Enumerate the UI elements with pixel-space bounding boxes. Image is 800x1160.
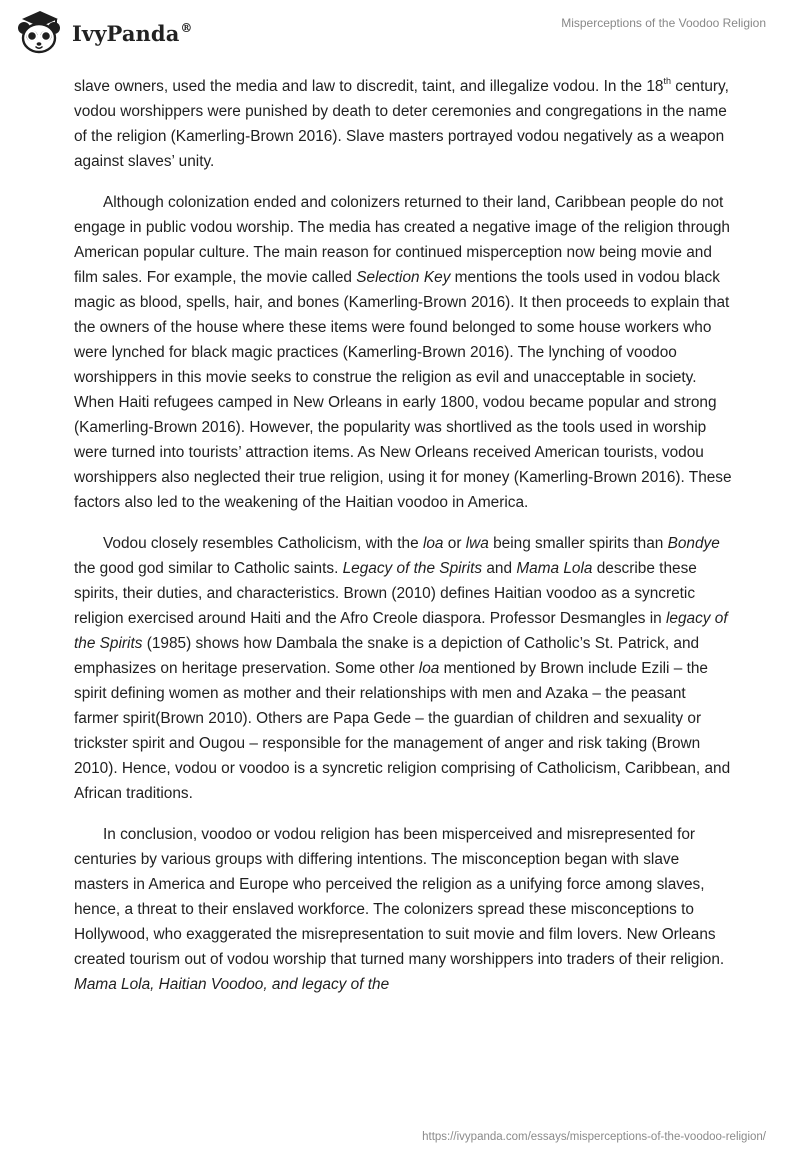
source-url[interactable]: https://ivypanda.com/essays/misperceptions-of-the-voodoo-religion/	[422, 1131, 766, 1143]
superscript-text: th	[663, 76, 671, 86]
italic-title-text: lwa	[465, 535, 489, 552]
document-title: Misperceptions of the Voodoo Religion	[561, 16, 766, 30]
paragraph-text: describe these spirits, their duties, and characteristics. Brown (2010) defines Haitian voodoo as a syncretic religion exercised around Haiti and the Afro Creole diaspora. Professor Desmangles in	[74, 560, 697, 627]
italic-title-text: Bondye	[667, 535, 720, 552]
brand-name: IvyPanda®	[72, 20, 193, 46]
page-header	[0, 0, 800, 62]
italic-title-text: Legacy of the Spirits	[342, 560, 483, 577]
paragraph	[74, 822, 734, 997]
paragraph-text: century, vodou worshippers were punished by death to deter ceremonies and congregations in the name of the religion (Kamerling-Brown 2016). Slave masters portrayed vodou negatively as a weapon against slaves’ unity.	[74, 78, 729, 170]
essay-body	[74, 74, 734, 1013]
italic-title-text: loa	[422, 535, 444, 552]
paragraph-text: slave owners, used the media and law to discredit, taint, and illegalize vodou. In the 18	[74, 78, 664, 95]
ivypanda-logo[interactable]	[14, 8, 193, 54]
paragraph-text: the good god similar to Catholic saints.	[74, 560, 343, 577]
italic-title-text: legacy of the Spirits	[74, 610, 728, 652]
paragraph-text: Although colonization ended and colonizers returned to their land, Caribbean people do not engage in public vodou worship. The media has created a negative image of the religion through American popular culture. The main reason for continued misperception now being movie and film sales. For example, the movie called	[74, 194, 730, 286]
paragraph-text: (1985) shows how Dambala the snake is a depiction of Catholic’s St. Patrick, and emphasizes on heritage preservation. Some other	[74, 635, 700, 677]
paragraph-text: mentions the tools used in vodou black magic as blood, spells, hair, and bones (Kamerling-Brown 2016). It then proceeds to explain that the owners of the house where these items were found belonged to some house workers who were lynched for black magic practices (Kamerling-Brown 2016). The lynching of voodoo worshippers in this movie seeks to construe the religion as evil and unacceptable in society. When Haiti refugees camped in New Orleans in early 1800, vodou became popular and strong (Kamerling-Brown 2016). However, the popularity was shortlived as the tools used in worship were turned into tourists’ attraction items. As New Orleans received American tourists, vodou worshippers also neglected their true religion, using it for money (Kamerling-Brown 2016). These factors also led to the weakening of the Haitian voodoo in America.	[74, 269, 732, 511]
paragraph-text: and	[482, 560, 517, 577]
italic-title-text: loa	[418, 660, 440, 677]
paragraph	[74, 74, 734, 174]
paragraph-text: or	[443, 535, 466, 552]
panda-graduate-icon	[14, 8, 64, 54]
italic-title-text: Selection Key	[356, 269, 451, 286]
paragraph-text: In conclusion, voodoo or vodou religion has been misperceived and misrepresented for centuries by various groups with differing intentions. The misconception began with slave masters in America and Europe who perceived the religion as a unifying force among slaves, hence, a threat to their enslaved workforce. The colonizers spread these misconceptions to Hollywood, who exaggerated the misrepresentation to suit movie and film lovers. New Orleans created tourism out of vodou worship that turned many worshippers into traders of their religion.	[74, 826, 725, 968]
paragraph-text: Vodou closely resembles Catholicism, with the	[103, 535, 423, 552]
paragraph-text: mentioned by Brown include Ezili – the spirit defining women as mother and their relationships with men and Azaka – the peasant farmer spirit(Brown 2010). Others are Papa Gede – the guardian of children and sexuality or trickster spirit and Ougou – responsible for the management of anger and risk taking (Brown 2010). Hence, vodou or voodoo is a syncretic religion comprising of Catholicism, Caribbean, and African traditions.	[74, 660, 731, 802]
paragraph	[74, 531, 734, 806]
italic-title-text: Mama Lola, Haitian Voodoo, and legacy of the	[74, 976, 390, 993]
italic-title-text: Mama Lola	[516, 560, 593, 577]
paragraph-text: being smaller spirits than	[488, 535, 668, 552]
paragraph	[74, 190, 734, 515]
